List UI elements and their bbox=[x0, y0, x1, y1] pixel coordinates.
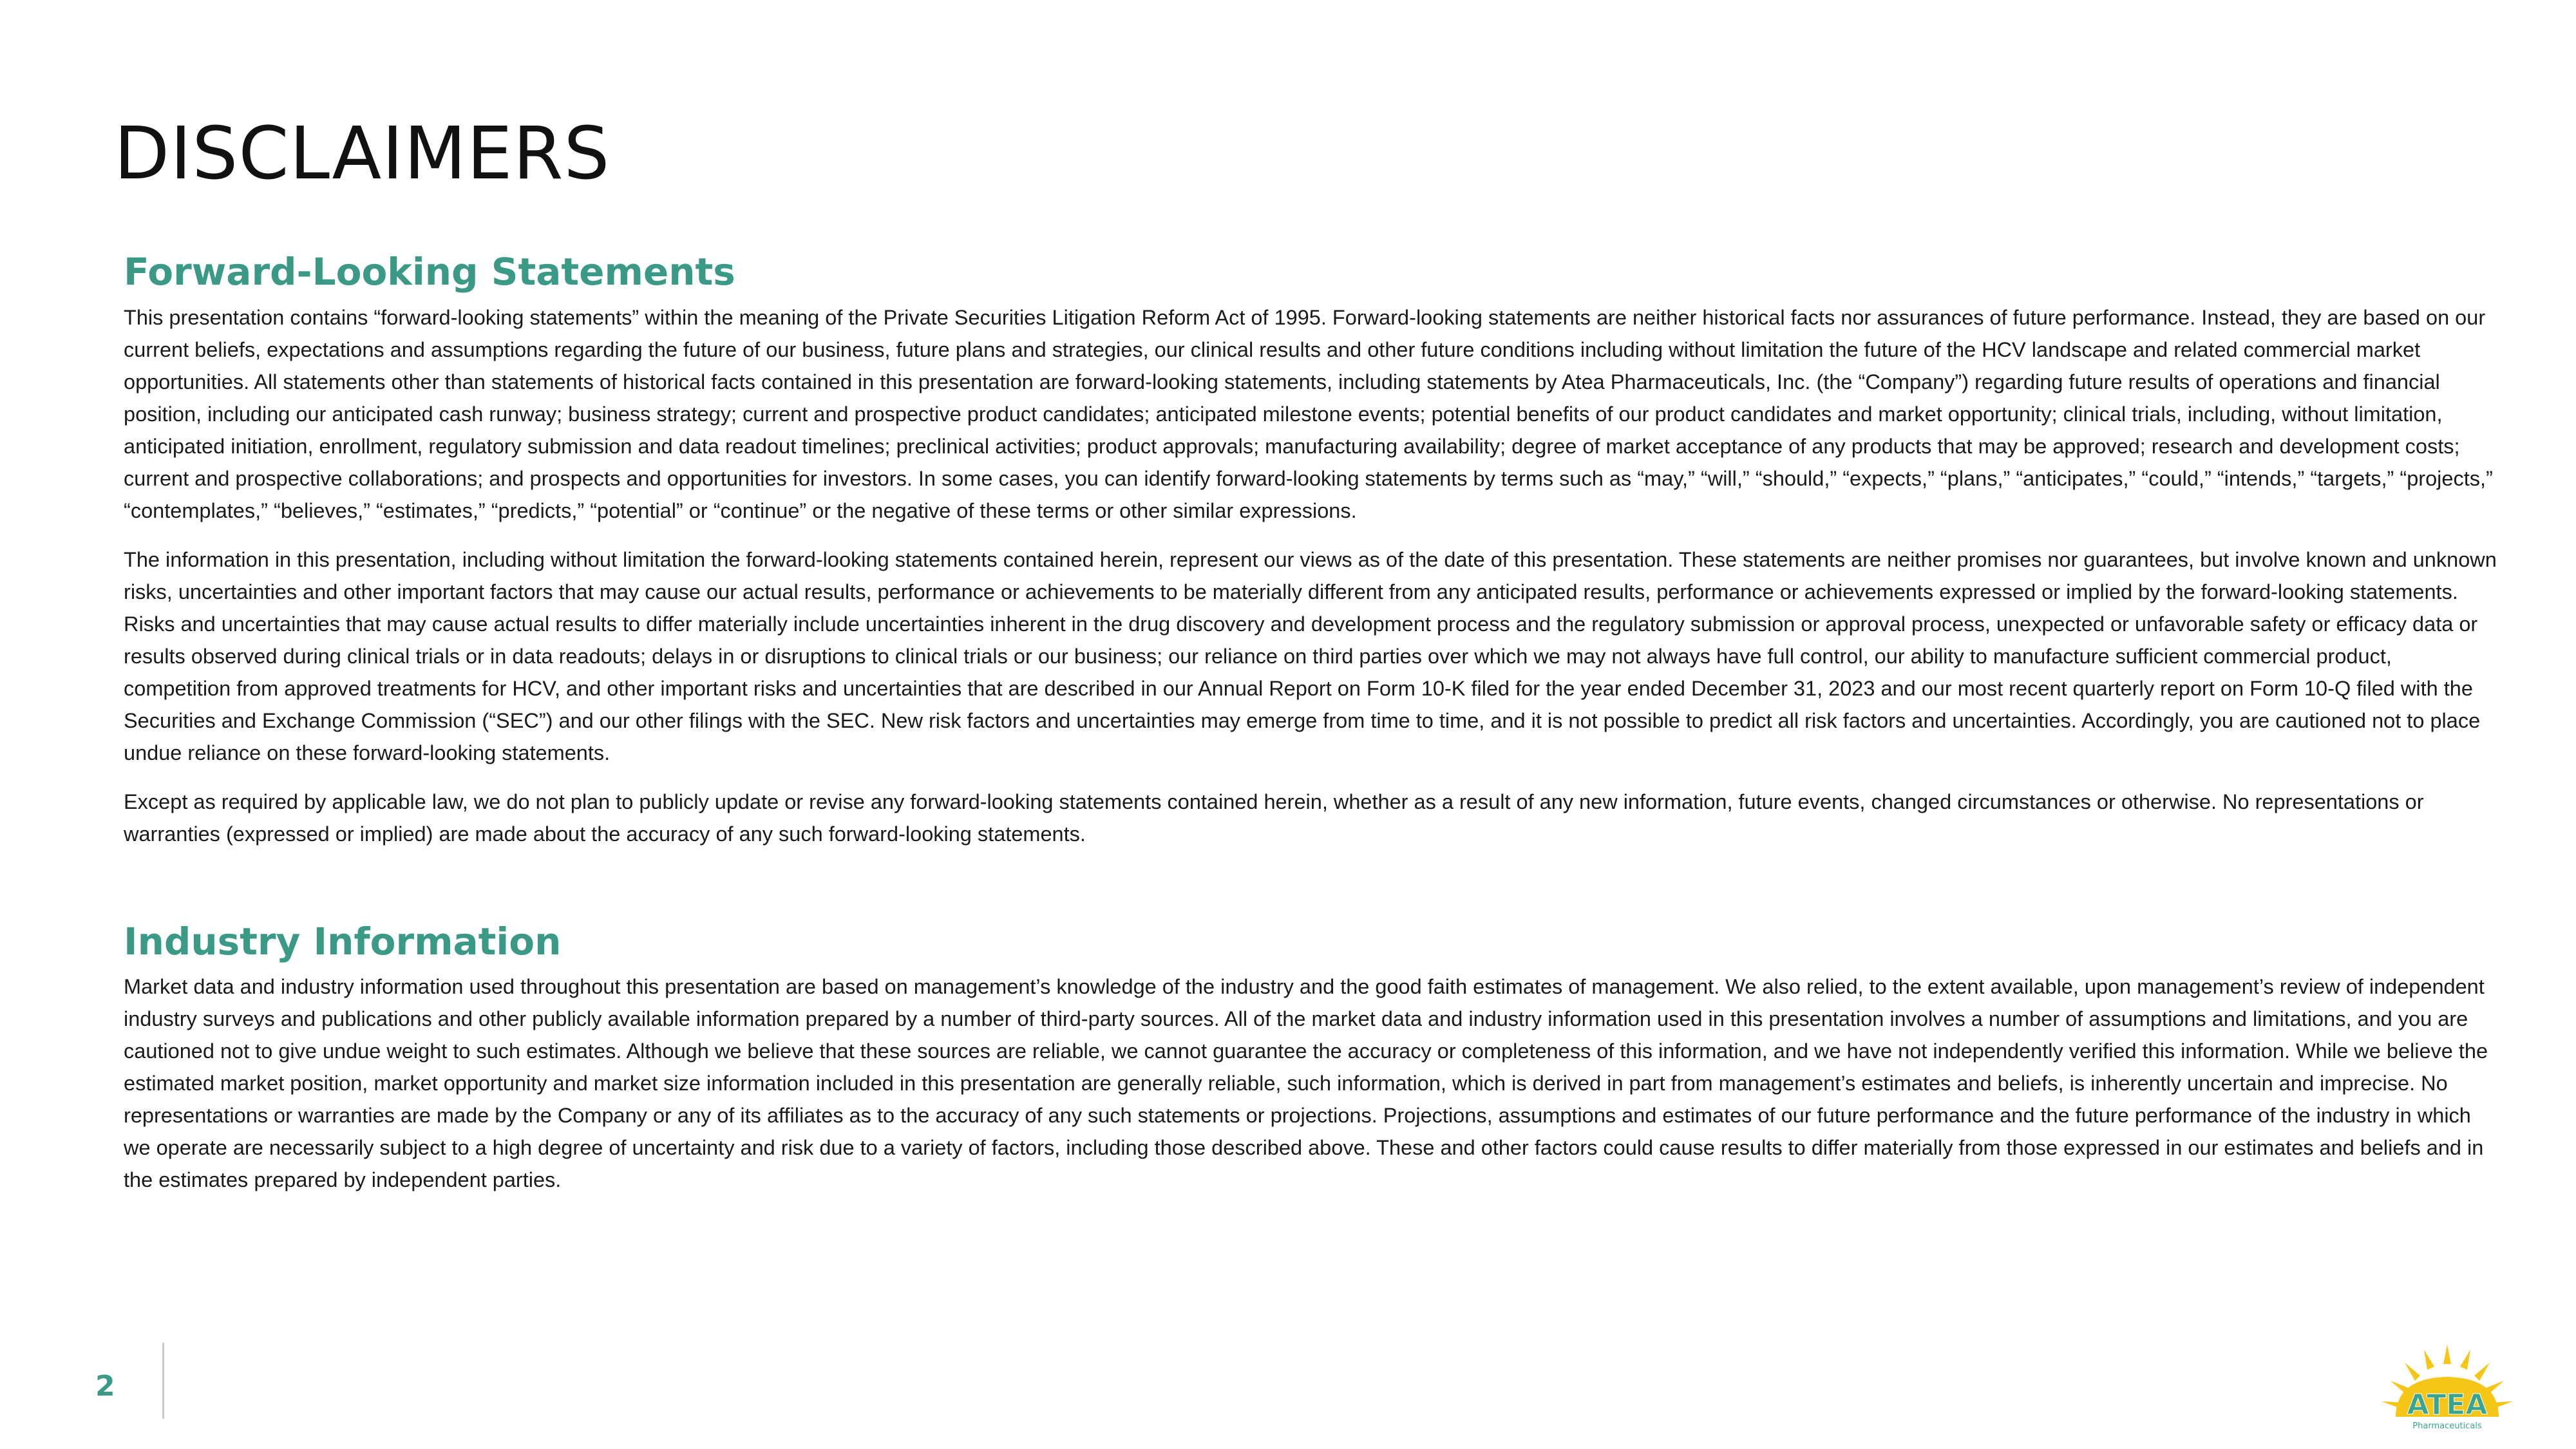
industry-heading: Industry Information bbox=[124, 919, 562, 963]
industry-section bbox=[124, 920, 2500, 1197]
footer-divider bbox=[162, 1343, 164, 1419]
forward-looking-paragraph-1: This presentation contains “forward-looking statements” within the meaning of the Private Securities Litigation Reform Act of 1995. Forward-looking statements are neither historical facts nor assurances of future performance. Instead, they are based on our current beliefs, expectations and assumptions regarding the future of our business, future plans and strategies, our clinical results and other future conditions including without limitation the future of the HCV landscape and related commercial market opportunities. All statements other than statements of historical facts contained in this presentation are forward-looking statements, including statements by Atea Pharmaceuticals, Inc. (the “Company”) regarding future results of operations and financial position, including our anticipated cash runway; business strategy; current and prospective product candidates; anticipated milestone events; potential benefits of our product candidates and market opportunity; clinical trials, including, without limitation, anticipated initiation, enrollment, regulatory submission and data readout timelines; preclinical activities; product approvals; manufacturing availability; degree of market acceptance of any products that may be approved; research and development costs; current and prospective collaborations; and prospects and opportunities for investors. In some cases, you can identify forward-looking statements by terms such as “may,” “will,” “should,” “expects,” “plans,” “anticipates,” “could,” “intends,” “targets,” “projects,” “contemplates,” “believes,” “estimates,” “predicts,” “potential” or “continue” or the negative of these terms or other similar expressions. bbox=[124, 305, 2493, 522]
logo-wordmark: ATEA bbox=[2407, 1388, 2488, 1421]
industry-paragraph-1: Market data and industry information used throughout this presentation are based on management’s knowledge of the industry and the good faith estimates of management. We also relied, to the extent available, upon management’s review of independent industry surveys and publications and other publicly available information prepared by a number of third-party sources. All of the market data and industry information used in this presentation involves a number of assumptions and limitations, and you are cautioned not to give undue weight to such estimates. Although we believe that these sources are reliable, we cannot guarantee the accuracy or completeness of this information, and we have not independently verified this information. While we believe the estimated market position, market opportunity and market size information included in this presentation are generally reliable, such information, which is derived in part from management’s estimates and beliefs, is inherently uncertain and imprecise. No representations or warranties are made by the Company or any of its affiliates as to the accuracy of any such statements or projections. Projections, assumptions and estimates of our future performance and the future performance of the industry in which we operate are necessarily subject to a high degree of uncertainty and risk due to a variety of factors, including those described above. These and other factors could cause results to differ materially from those expressed in our estimates and beliefs and in the estimates prepared by independent parties. bbox=[124, 975, 2488, 1192]
forward-looking-section bbox=[124, 250, 2500, 850]
forward-looking-paragraph-2: The information in this presentation, including without limitation the forward-looking statements contained herein, represent our views as of the date of this presentation. These statements are neither promises nor guarantees, but involve known and unknown risks, uncertainties and other important factors that may cause our actual results, performance or achievements to be materially different from any anticipated results, performance or achievements expressed or implied by the forward-looking statements. Risks and uncertainties that may cause actual results to differ materially include uncertainties inherent in the drug discovery and development process and the regulatory submission or approval process, unexpected or unfavorable safety or efficacy data or results observed during clinical trials or in data readouts; delays in or disruptions to clinical trials or our business; our reliance on third parties over which we may not always have full control, our ability to manufacture sufficient commercial product, competition from approved treatments for HCV, and other important risks and uncertainties that are described in our Annual Report on Form 10-K filed for the year ended December 31, 2023 and our most recent quarterly report on Form 10-Q filed with the Securities and Exchange Commission (“SEC”) and our other filings with the SEC. New risk factors and uncertainties may emerge from time to time, and it is not possible to predict all risk factors and uncertainties. Accordingly, you are cautioned not to place undue reliance on these forward-looking statements. bbox=[124, 547, 2497, 764]
forward-looking-paragraph-3: Except as required by applicable law, we do not plan to publicly update or revise any forward-looking statements contained herein, whether as a result of any new information, future events, changed circumstances or otherwise. No representations or warranties (expressed or implied) are made about the accuracy of any such forward-looking statements. bbox=[124, 790, 2424, 846]
logo-tagline: Pharmaceuticals bbox=[2412, 1421, 2482, 1431]
page-title: DISCLAIMERS bbox=[114, 112, 611, 196]
company-logo bbox=[2370, 1340, 2524, 1436]
disclaimer-content bbox=[124, 250, 2500, 1213]
page-number: 2 bbox=[95, 1370, 115, 1403]
forward-looking-heading: Forward-Looking Statements bbox=[124, 250, 735, 294]
